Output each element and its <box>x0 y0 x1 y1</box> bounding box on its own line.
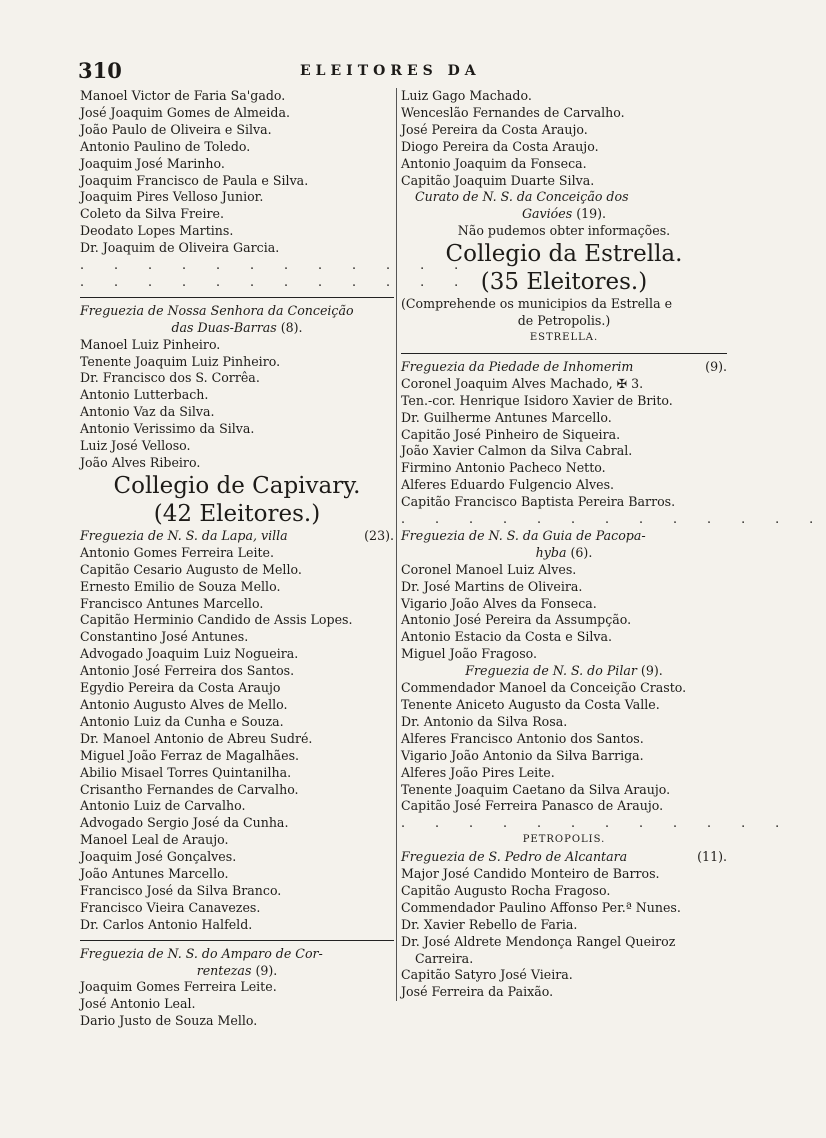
elector-name: Coronel Joaquim Alves Machado, ✠ 3. <box>401 375 644 391</box>
elector-name: João Antunes Marcello. <box>80 866 229 882</box>
parish-heading-text: Freguezia de N. S. da Lapa, villa <box>80 527 288 543</box>
parish-heading-cont <box>80 320 394 337</box>
elector-name: Antonio Estacio da Costa e Silva. <box>401 629 613 645</box>
elector-name: Francisco José da Silva Branco. <box>80 882 282 898</box>
parish-heading <box>401 359 727 376</box>
elector-name: Joaquim Pires Velloso Junior. <box>80 189 264 205</box>
parish-heading <box>401 849 727 866</box>
elector-name: Alferes Francisco Antonio dos Santos. <box>401 730 644 746</box>
section-heading-petropolis: PETROPOLIS. <box>522 834 606 846</box>
elector-name: Antonio José Pereira da Assumpção. <box>401 612 632 628</box>
college-note: (Comprehende os municipios da Estrella e <box>401 296 673 312</box>
parish-heading: Freguezia de N. S. da Guia de Pacopa- <box>401 527 646 543</box>
elector-name: Joaquim José Gonçalves. <box>80 849 237 865</box>
elector-name: Capitão Augusto Rocha Fragoso. <box>401 882 611 898</box>
elector-name: José Antonio Leal. <box>80 996 196 1012</box>
parish-heading: Freguezia de Nossa Senhora da Conceição <box>80 302 354 318</box>
parish-heading-text: Freguezia da Piedade de Inhomerim <box>401 358 634 374</box>
elector-name: Dario Justo de Souza Mello. <box>80 1013 258 1029</box>
elector-name: Dr. Joaquim de Oliveira Garcia. <box>80 240 280 256</box>
elector-name: Egydio Pereira da Costa Araujo <box>80 680 281 696</box>
elector-name: João Xavier Calmon da Silva Cabral. <box>401 443 633 459</box>
elector-name: Major José Candido Monteiro de Barros. <box>401 866 660 882</box>
elector-name: Capitão Cesario Augusto de Mello. <box>80 561 302 577</box>
dot-leader: . . . . . . . . . . . . <box>401 815 793 831</box>
elector-name: Manoel Victor de Faria Sa'gado. <box>80 88 286 103</box>
elector-name: Advogado Sergio José da Cunha. <box>80 815 289 831</box>
elector-name: Dr. Francisco dos S. Corrêa. <box>80 370 260 386</box>
college-title: Collegio da Estrella. <box>445 241 683 268</box>
elector-count: (19). <box>576 206 607 222</box>
elector-name: Miguel João Fragoso. <box>401 646 538 662</box>
elector-name: Capitão Francisco Baptista Pereira Barros. <box>401 494 676 510</box>
college-note: de Petropolis.) <box>517 313 611 329</box>
elector-count: (9). <box>705 358 727 374</box>
elector-name: Commendador Paulino Affonso Per.ª Nunes. <box>401 899 681 915</box>
elector-name: Abilio Misael Torres Quintanilha. <box>80 764 292 780</box>
elector-name: Dr. Carlos Antonio Halfeld. <box>80 916 253 932</box>
section-heading-estrella: ESTRELLA. <box>529 331 599 343</box>
elector-name: Antonio Vaz da Silva. <box>80 404 215 420</box>
elector-name: Ernesto Emilio de Souza Mello. <box>80 578 281 594</box>
elector-count: (11). <box>697 849 727 865</box>
elector-name: Ten.-cor. Henrique Isidoro Xavier de Brito. <box>401 392 673 408</box>
elector-name: Joaquim Francisco de Paula e Silva. <box>80 172 309 188</box>
college-elector-count: (35 Eleitores.) <box>480 269 648 296</box>
elector-name: João Paulo de Oliveira e Silva. <box>80 121 272 137</box>
parish-heading <box>401 663 727 680</box>
elector-name: Wenceslão Fernandes de Carvalho. <box>401 104 625 120</box>
elector-name: Capitão Herminio Candido de Assis Lopes. <box>80 612 353 628</box>
elector-name: Luiz José Velloso. <box>80 438 191 454</box>
elector-name: Advogado Joaquim Luiz Nogueira. <box>80 646 299 662</box>
dot-leader: . . . . . . . . . . . . . <box>401 511 826 527</box>
elector-name: Dr. Antonio da Silva Rosa. <box>401 713 568 729</box>
elector-name: Antonio Luiz da Cunha e Souza. <box>80 713 284 729</box>
elector-name: Alferes João Pires Leite. <box>401 764 555 780</box>
parish-heading-cont <box>80 963 394 980</box>
elector-name: José Joaquim Gomes de Almeida. <box>80 104 290 120</box>
elector-name: Capitão Joaquim Duarte Silva. <box>401 172 595 188</box>
dot-leader: . . . . . . . . . . . . <box>80 273 472 289</box>
curato-heading-text: Gavióes <box>521 206 573 222</box>
elector-name: Manoel Luiz Pinheiro. <box>80 336 221 352</box>
parish-heading-text: Freguezia de N. S. do Pilar <box>465 663 637 679</box>
elector-name: Vigario João Antonio da Silva Barriga. <box>401 747 644 763</box>
elector-name: Coleto da Silva Freire. <box>80 206 224 222</box>
elector-name: Miguel João Ferraz de Magalhães. <box>80 747 300 763</box>
elector-name: Commendador Manoel da Conceição Crasto. <box>401 680 687 696</box>
elector-name: Antonio Paulino de Toledo. <box>80 138 251 154</box>
elector-name: Deodato Lopes Martins. <box>80 223 234 239</box>
elector-name: Antonio José Ferreira dos Santos. <box>80 663 295 679</box>
elector-name: Antonio Luiz de Carvalho. <box>80 798 246 814</box>
elector-name: Coronel Manoel Luiz Alves. <box>401 561 577 577</box>
section-rule <box>80 297 394 298</box>
elector-name: Dr. Manoel Antonio de Abreu Sudré. <box>80 730 313 746</box>
parish-heading: Freguezia de N. S. do Amparo de Cor- <box>80 945 323 961</box>
page-number: 310 <box>78 58 122 83</box>
college-title: Collegio de Capivary. <box>113 472 361 499</box>
elector-name: Tenente Joaquim Caetano da Silva Araujo. <box>401 781 671 797</box>
page-header <box>0 58 768 84</box>
elector-name: Tenente Aniceto Augusto da Costa Valle. <box>401 696 660 712</box>
elector-name: Crisantho Fernandes de Carvalho. <box>80 781 299 797</box>
elector-name: Dr. Guilherme Antunes Marcello. <box>401 409 612 425</box>
elector-name: Capitão José Ferreira Panasco de Araujo. <box>401 798 664 814</box>
elector-name: Joaquim José Marinho. <box>80 155 225 171</box>
elector-name: Francisco Antunes Marcello. <box>80 595 264 611</box>
elector-name: Capitão José Pinheiro de Siqueira. <box>401 426 621 442</box>
curato-heading: Curato de N. S. da Conceição dos <box>415 189 629 205</box>
elector-name: Antonio Gomes Ferreira Leite. <box>80 544 274 560</box>
elector-name: Antonio Verissimo da Silva. <box>80 421 255 437</box>
dot-leader: . . . . . . . . . . . . <box>80 257 472 273</box>
parish-heading-text: das Duas-Barras <box>171 319 277 335</box>
elector-name: Capitão Satyro José Vieira. <box>401 967 573 983</box>
elector-name: Dr. José Aldrete Mendonça Rangel Queiroz <box>401 933 676 949</box>
elector-name: Joaquim Gomes Ferreira Leite. <box>80 979 277 995</box>
parish-heading-text: Freguezia de S. Pedro de Alcantara <box>401 849 628 865</box>
college-elector-count: (42 Eleitores.) <box>153 500 321 527</box>
elector-name: José Pereira da Costa Araujo. <box>401 121 588 137</box>
parish-heading <box>80 528 394 545</box>
parish-heading-text: rentezas <box>196 962 252 978</box>
parish-heading-cont <box>401 545 727 562</box>
elector-name: Antonio Joaquim da Fonseca. <box>401 155 587 171</box>
elector-name: Dr. José Martins de Oliveira. <box>401 578 583 594</box>
elector-count: (8). <box>280 319 303 335</box>
elector-name: Diogo Pereira da Costa Araujo. <box>401 138 599 154</box>
elector-name: Francisco Vieira Canavezes. <box>80 899 261 915</box>
right-column <box>396 88 826 1001</box>
elector-name: Constantino José Antunes. <box>80 629 249 645</box>
elector-name: Manoel Leal de Araujo. <box>80 832 229 848</box>
no-info-note: Não pudemos obter informações. <box>457 223 671 239</box>
section-rule <box>401 353 727 354</box>
elector-count: (6). <box>570 544 593 560</box>
elector-count: (23). <box>364 527 394 543</box>
curato-heading-cont <box>401 206 727 223</box>
elector-count: (9). <box>640 663 663 679</box>
elector-name: Vigario João Alves da Fonseca. <box>401 595 597 611</box>
parish-heading-text: hyba <box>535 544 567 560</box>
elector-name: Antonio Lutterbach. <box>80 387 209 403</box>
section-rule <box>80 940 394 941</box>
elector-count: (9). <box>255 962 278 978</box>
elector-name: Dr. Xavier Rebello de Faria. <box>401 916 578 932</box>
elector-name: Antonio Augusto Alves de Mello. <box>80 696 288 712</box>
running-title: ELEITORES DA <box>300 63 481 79</box>
elector-name: João Alves Ribeiro. <box>80 455 201 470</box>
elector-name: Firmino Antonio Pacheco Netto. <box>401 460 606 476</box>
elector-name: Luiz Gago Machado. <box>401 88 532 103</box>
elector-name-cont: Carreira. <box>415 950 474 966</box>
elector-name: Alferes Eduardo Fulgencio Alves. <box>401 477 615 493</box>
elector-name: José Ferreira da Paixão. <box>401 984 554 1000</box>
elector-name: Tenente Joaquim Luiz Pinheiro. <box>80 353 281 369</box>
